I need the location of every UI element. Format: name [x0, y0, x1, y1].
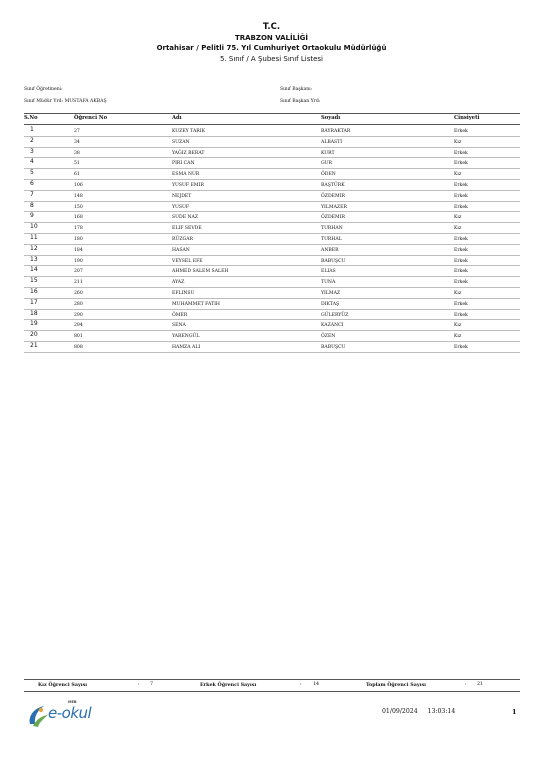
cell-last-name: ÖZEN	[321, 334, 336, 340]
cell-row-no: 11	[30, 233, 38, 241]
table-row	[24, 126, 520, 137]
cell-last-name: YILMAZ	[321, 290, 341, 296]
cell-first-name: AYAZ	[172, 280, 185, 286]
cell-student-no: 190	[74, 258, 83, 264]
table-header-rule	[24, 124, 520, 125]
male-colon: :	[300, 682, 302, 687]
cell-student-no: 207	[74, 269, 83, 275]
cell-gender: Kız	[454, 215, 462, 221]
cell-last-name: KURT	[321, 150, 335, 156]
table-row	[24, 288, 520, 299]
print-timestamp	[382, 708, 455, 715]
table-row	[24, 202, 520, 213]
cell-first-name: ESMA NUR	[172, 172, 200, 178]
table-row	[24, 158, 520, 169]
cell-row-no: 20	[30, 331, 38, 339]
cell-gender: Erkek	[454, 344, 468, 350]
table-row	[24, 256, 520, 267]
cell-first-name: HASAN	[172, 247, 190, 253]
cell-student-no: 801	[74, 334, 83, 340]
cell-first-name: RÜZGAR	[172, 236, 193, 242]
cell-gender: Erkek	[454, 247, 468, 253]
cell-student-no: 260	[74, 290, 83, 296]
cell-row-no: 7	[30, 190, 34, 198]
cell-student-no: 51	[74, 161, 80, 167]
cell-gender: Erkek	[454, 150, 468, 156]
cell-gender: Erkek	[454, 204, 468, 210]
class-president-label: Sınıf Başkanı:	[280, 87, 313, 92]
female-count-label: Kız Öğrenci Sayısı	[38, 682, 88, 688]
table-row	[24, 310, 520, 321]
cell-row-no: 2	[30, 136, 34, 144]
cell-row-no: 21	[30, 341, 38, 349]
cell-row-no: 18	[30, 309, 38, 317]
cell-last-name: BABUŞCU	[321, 344, 346, 350]
table-row	[24, 212, 520, 223]
total-count-label: Toplam Öğrenci Sayısı	[366, 682, 426, 688]
cell-first-name: SENA	[172, 323, 186, 329]
cell-student-no: 180	[74, 236, 83, 242]
vice-principal-label: Sınıf Müdür Yrd: MUSTAFA AKBAŞ	[24, 99, 107, 104]
governorship-title: TRABZON VALİLİĞİ	[234, 33, 309, 42]
cell-gender: Erkek	[454, 269, 468, 275]
cell-row-no: 8	[30, 201, 34, 209]
document-header	[0, 22, 543, 64]
cell-last-name: BAYRAKTAR	[321, 129, 351, 134]
table-row	[24, 277, 520, 288]
list-title: 5. Sınıf / A Şubesi Sınıf Listesi	[219, 54, 323, 63]
cell-gender: Erkek	[454, 193, 468, 199]
cell-last-name: DIKTAŞ	[321, 301, 340, 307]
cell-row-no: 17	[30, 298, 38, 306]
table-row	[24, 169, 520, 180]
cell-row-no: 16	[30, 287, 38, 295]
cell-row-no: 10	[30, 223, 38, 231]
col-header-no: S.No	[24, 115, 38, 121]
cell-student-no: 168	[74, 215, 83, 221]
cell-last-name: ALBASTI	[321, 139, 343, 145]
cell-student-no: 178	[74, 226, 83, 232]
cell-first-name: NEJDET	[172, 193, 192, 199]
print-date: 01/09/2024	[382, 708, 418, 715]
cell-last-name: ÖZDEMIR	[321, 193, 345, 199]
cell-gender: Erkek	[454, 312, 468, 318]
cell-student-no: 808	[74, 344, 83, 350]
cell-gender: Erkek	[454, 258, 468, 264]
cell-last-name: TURHAN	[321, 226, 343, 232]
cell-row-no: 5	[30, 169, 34, 177]
cell-first-name: EFLINSU	[172, 290, 195, 296]
table-row	[24, 137, 520, 148]
cell-last-name: ÖDEN	[321, 172, 336, 178]
cell-student-no: 294	[74, 323, 83, 329]
cell-first-name: MUHAMMET FATIH	[172, 301, 220, 307]
table-row	[24, 148, 520, 159]
cell-row-no: 14	[30, 266, 38, 274]
cell-gender: Kız	[454, 139, 462, 145]
cell-first-name: VEYSEL EFE	[172, 258, 203, 264]
cell-row-no: 15	[30, 277, 38, 285]
female-colon: :	[138, 682, 140, 687]
cell-last-name: ÖZDEMIR	[321, 215, 345, 221]
cell-first-name: HAMZA ALI	[172, 344, 201, 350]
e-okul-emblem-icon	[26, 702, 50, 730]
col-header-student-no: Öğrenci No	[74, 115, 108, 121]
female-count: 7	[150, 682, 154, 687]
cell-gender: Kız	[454, 323, 462, 329]
table-row	[24, 245, 520, 256]
cell-last-name: GUR	[321, 161, 332, 167]
cell-row-no: 19	[30, 320, 38, 328]
summary-bar	[24, 680, 520, 691]
cell-row-no: 6	[30, 179, 34, 187]
cell-gender: Kız	[454, 334, 462, 340]
table-row	[24, 191, 520, 202]
col-header-last-name: Soyadı	[321, 115, 341, 121]
cell-student-no: 148	[74, 193, 83, 199]
cell-first-name: ELIF SEVDE	[172, 226, 202, 232]
cell-first-name: PIRI CAN	[172, 161, 195, 167]
cell-student-no: 106	[74, 182, 83, 188]
cell-student-no: 280	[74, 301, 83, 307]
cell-student-no: 38	[74, 150, 80, 156]
cell-gender: Kız	[454, 290, 462, 296]
meb-text: MEB	[68, 700, 77, 704]
cell-last-name: GÜLERYÜZ	[321, 312, 349, 318]
table-top-rule	[24, 113, 520, 114]
total-count: 21	[477, 682, 484, 687]
cell-gender: Erkek	[454, 301, 468, 307]
col-header-first-name: Adı	[172, 115, 182, 121]
cell-gender: Erkek	[454, 129, 468, 134]
cell-student-no: 150	[74, 204, 83, 210]
cell-last-name: ANBER	[321, 247, 339, 253]
cell-gender: Erkek	[454, 182, 468, 188]
cell-row-no: 1	[30, 126, 34, 133]
cell-gender: Erkek	[454, 236, 468, 242]
table-row	[24, 234, 520, 245]
cell-student-no: 184	[74, 247, 83, 253]
country-title: T.C.	[262, 22, 281, 32]
footer-bottom-rule	[24, 691, 520, 692]
school-title: Ortahisar / Pelitli 75. Yıl Cumhuriyet Ortaokulu Müdürlüğü	[156, 44, 387, 52]
cell-first-name: AHMED SALEM SALEH	[172, 269, 229, 275]
e-okul-wordmark: e-okul	[48, 704, 92, 722]
cell-last-name: KAZANCI	[321, 323, 344, 329]
table-row	[24, 331, 520, 342]
cell-first-name: YARENGÜL	[172, 334, 200, 340]
student-table-body	[24, 126, 520, 353]
table-row	[24, 299, 520, 310]
male-count-label: Erkek Öğrenci Sayısı	[200, 682, 257, 688]
cell-last-name: BABUŞCU	[321, 258, 346, 264]
table-row	[24, 223, 520, 234]
cell-first-name: KUZEY TARIK	[172, 129, 206, 134]
cell-first-name: SUZAN	[172, 139, 190, 145]
cell-gender: Kız	[454, 172, 462, 178]
teacher-label: Sınıf Öğretmeni:	[24, 87, 63, 92]
male-count: 14	[313, 682, 320, 687]
cell-first-name: YAĞIZ BERAT	[172, 150, 205, 156]
cell-last-name: TURHAL	[321, 236, 342, 242]
cell-last-name: ELIAS	[321, 269, 336, 275]
cell-gender: Erkek	[454, 161, 468, 167]
cell-first-name: ÖMER	[172, 312, 188, 318]
cell-first-name: SUDE NAZ	[172, 215, 199, 221]
table-row	[24, 180, 520, 191]
cell-first-name: YUSUF	[172, 204, 190, 210]
cell-gender: Erkek	[454, 280, 468, 286]
print-time: 13:03:14	[427, 708, 456, 715]
e-okul-logo	[26, 700, 106, 730]
total-colon: :	[465, 682, 467, 687]
cell-last-name: BAŞTÜRK	[321, 182, 345, 188]
col-header-gender: Cinsiyeti	[454, 115, 480, 121]
cell-row-no: 3	[30, 147, 34, 155]
table-row	[24, 266, 520, 277]
class-vice-president-label: Sınıf Başkan Yrd:	[280, 99, 321, 104]
cell-row-no: 4	[30, 158, 34, 166]
table-row	[24, 342, 520, 353]
cell-student-no: 290	[74, 312, 83, 318]
cell-student-no: 61	[74, 172, 80, 178]
cell-row-no: 13	[30, 255, 38, 263]
cell-gender: Kız	[454, 226, 462, 232]
cell-student-no: 34	[74, 139, 80, 145]
cell-student-no: 211	[74, 280, 83, 286]
table-header	[24, 115, 520, 124]
cell-row-no: 12	[30, 244, 38, 252]
cell-student-no: 27	[74, 129, 80, 134]
cell-last-name: YILMAZER	[321, 204, 347, 210]
page-number: 1	[512, 708, 517, 716]
cell-row-no: 9	[30, 212, 34, 220]
cell-first-name: YUSUF EMIR	[172, 182, 204, 188]
cell-last-name: TUNA	[321, 280, 336, 286]
table-row	[24, 320, 520, 331]
